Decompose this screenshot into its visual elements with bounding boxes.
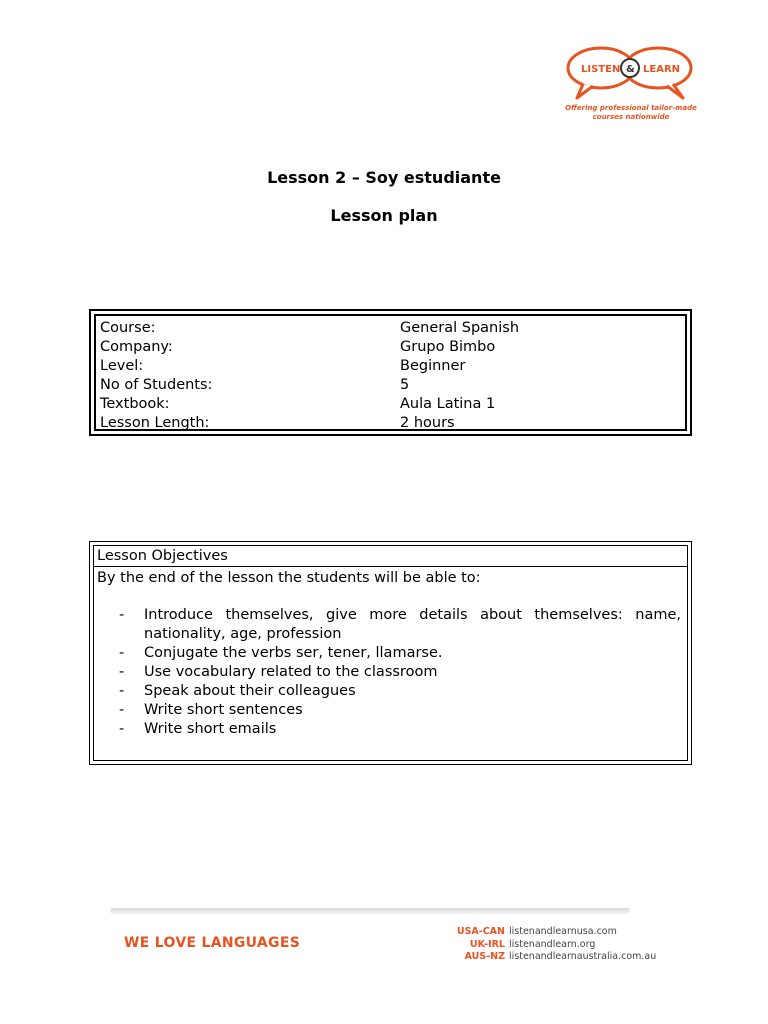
info-row-length (100, 414, 681, 433)
info-label: No of Students: (100, 377, 213, 393)
objective-item (119, 701, 681, 720)
contact-site-link[interactable]: listenandlearnaustralia.com.au (509, 951, 657, 962)
objective-text: Use vocabulary related to the classroom (144, 664, 438, 680)
info-value: Grupo Bimbo (400, 339, 496, 355)
objective-item (119, 606, 681, 644)
contact-row (440, 939, 656, 952)
logo-amp: & (626, 64, 635, 75)
info-row-level (100, 357, 681, 376)
bullet-dash: - (119, 702, 125, 718)
objective-item (119, 682, 681, 701)
footer-slogan: WE LOVE LANGUAGES (124, 935, 301, 951)
info-value: Aula Latina 1 (400, 396, 496, 412)
info-row-textbook (100, 395, 681, 414)
info-label: Course: (100, 320, 156, 336)
info-label: Lesson Length: (100, 415, 210, 431)
info-row-course (100, 319, 681, 338)
logo-right-word: LEARN (643, 64, 681, 75)
contact-region: UK-IRL (469, 938, 505, 950)
bullet-dash: - (119, 664, 125, 680)
footer-contacts (440, 926, 656, 964)
info-value: Beginner (400, 358, 466, 374)
objectives-list (119, 606, 681, 739)
info-value: 5 (400, 377, 410, 393)
contact-site-link[interactable]: listenandlearnusa.com (509, 926, 617, 937)
objectives-inner (93, 545, 688, 761)
info-row-company (100, 338, 681, 357)
bullet-dash: - (119, 683, 125, 699)
objective-item (119, 663, 681, 682)
logo-tagline (556, 104, 706, 122)
info-label: Textbook: (100, 396, 170, 412)
contact-site-link[interactable]: listenandlearn.org (509, 938, 596, 950)
info-label: Company: (100, 339, 173, 355)
lesson-subtitle: Lesson plan (330, 206, 438, 225)
tagline-line-2: courses nationwide (592, 113, 670, 121)
info-label: Level: (100, 358, 144, 374)
course-info-table (89, 309, 692, 436)
contact-row (440, 951, 656, 964)
info-row-students (100, 376, 681, 395)
objectives-intro: By the end of the lesson the students will be able to: (97, 570, 481, 586)
objective-text: Introduce themselves, give more details about themselves: name, nationality, age, profession (144, 607, 681, 642)
objective-text: Write short emails (144, 721, 277, 737)
objective-text: Conjugate the verbs ser, tener, llamarse. (144, 645, 443, 661)
info-value: 2 hours (400, 415, 455, 431)
contact-region: AUS-NZ (464, 951, 505, 962)
logo-left-word: LISTEN (581, 64, 621, 75)
contact-region: USA-CAN (456, 926, 505, 937)
course-info-inner (94, 314, 687, 431)
footer-divider (110, 908, 630, 914)
objectives-heading: Lesson Objectives (94, 546, 687, 567)
tagline-line-1: Offering professional tailor-made (565, 104, 697, 112)
info-value: General Spanish (400, 320, 520, 336)
bullet-dash: - (119, 645, 125, 661)
bullet-dash: - (119, 607, 125, 623)
contact-row (440, 926, 656, 939)
objective-item (119, 720, 681, 739)
objective-item (119, 644, 681, 663)
lesson-title: Lesson 2 – Soy estudiante (267, 168, 501, 187)
objective-text: Write short sentences (144, 702, 303, 718)
objective-text: Speak about their colleagues (144, 683, 356, 699)
objectives-table (89, 541, 692, 765)
bullet-dash: - (119, 721, 125, 737)
